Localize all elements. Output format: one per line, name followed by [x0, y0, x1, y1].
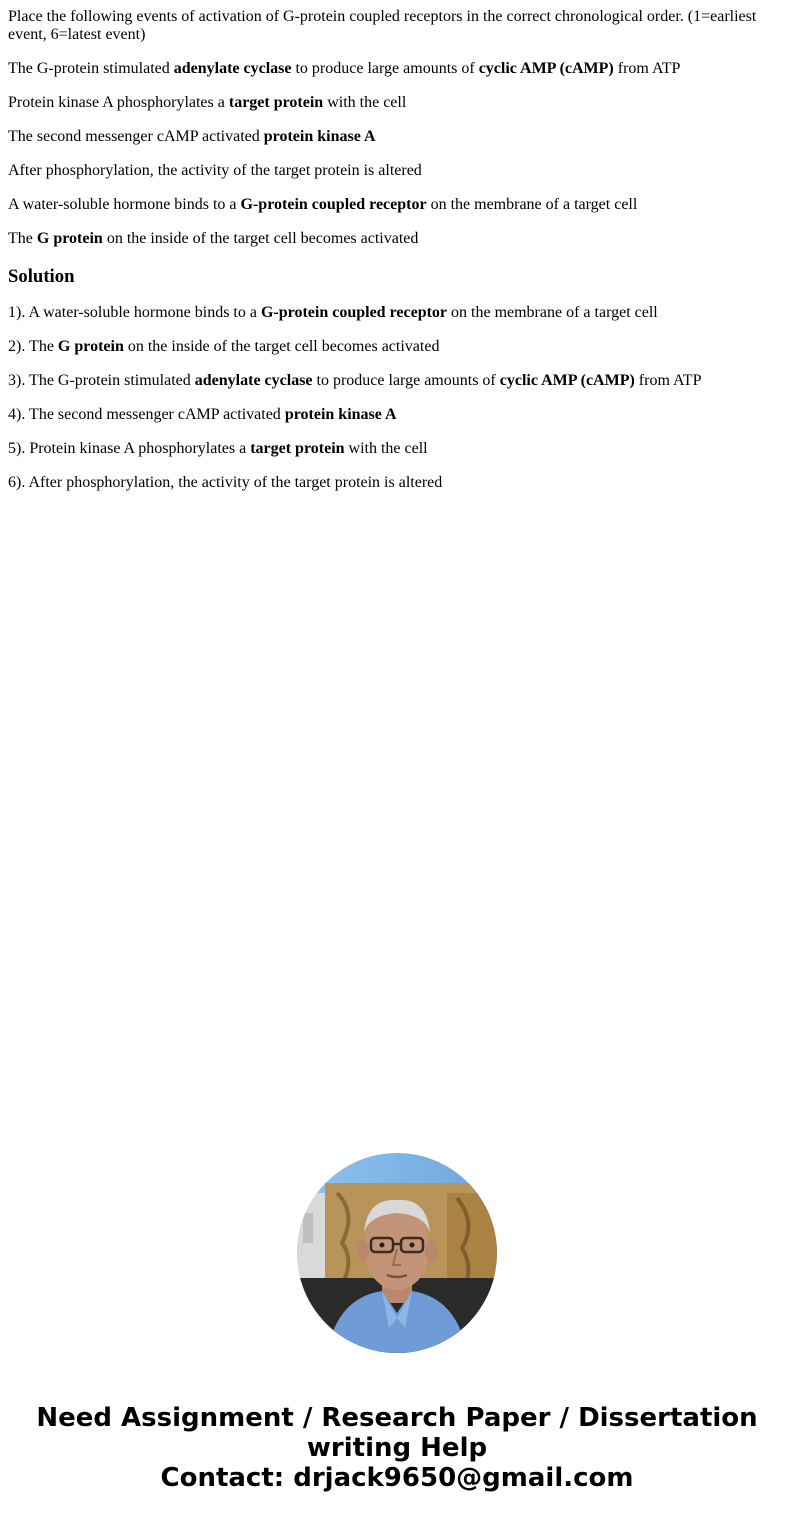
contact-email: Contact: drjack9650@gmail.com	[160, 1463, 634, 1493]
event-item: Protein kinase A phosphorylates a target protein with the cell	[8, 94, 407, 111]
document-body	[8, 8, 786, 508]
author-avatar	[297, 1153, 497, 1353]
solution-step: 6). After phosphorylation, the activity of the target protein is altered	[8, 474, 443, 491]
event-item: After phosphorylation, the activity of the target protein is altered	[8, 162, 422, 179]
promo-line: Need Assignment / Research Paper / Dissertation	[36, 1403, 758, 1433]
promo-banner	[0, 1403, 794, 1493]
person-portrait-icon	[297, 1153, 497, 1353]
solution-step: 3). The G-protein stimulated adenylate cyclase to produce large amounts of cyclic AMP (cAMP) from ATP	[8, 372, 702, 389]
event-item: The G protein on the inside of the target cell becomes activated	[8, 230, 419, 247]
solution-step: 4). The second messenger cAMP activated protein kinase A	[8, 406, 397, 423]
solution-heading: Solution	[8, 266, 75, 287]
solution-step: 5). Protein kinase A phosphorylates a target protein with the cell	[8, 440, 428, 457]
event-item: A water-soluble hormone binds to a G-protein coupled receptor on the membrane of a target cell	[8, 196, 638, 213]
solution-step: 2). The G protein on the inside of the target cell becomes activated	[8, 338, 440, 355]
solution-step: 1). A water-soluble hormone binds to a G-protein coupled receptor on the membrane of a target cell	[8, 304, 658, 321]
question-prompt: Place the following events of activation of G-protein coupled receptors in the correct chronological order. (1=earliest event, 6=latest event)	[8, 8, 757, 43]
promo-line: writing Help	[306, 1433, 488, 1463]
event-item: The second messenger cAMP activated protein kinase A	[8, 128, 376, 145]
event-item: The G-protein stimulated adenylate cyclase to produce large amounts of cyclic AMP (cAMP) from ATP	[8, 60, 681, 77]
